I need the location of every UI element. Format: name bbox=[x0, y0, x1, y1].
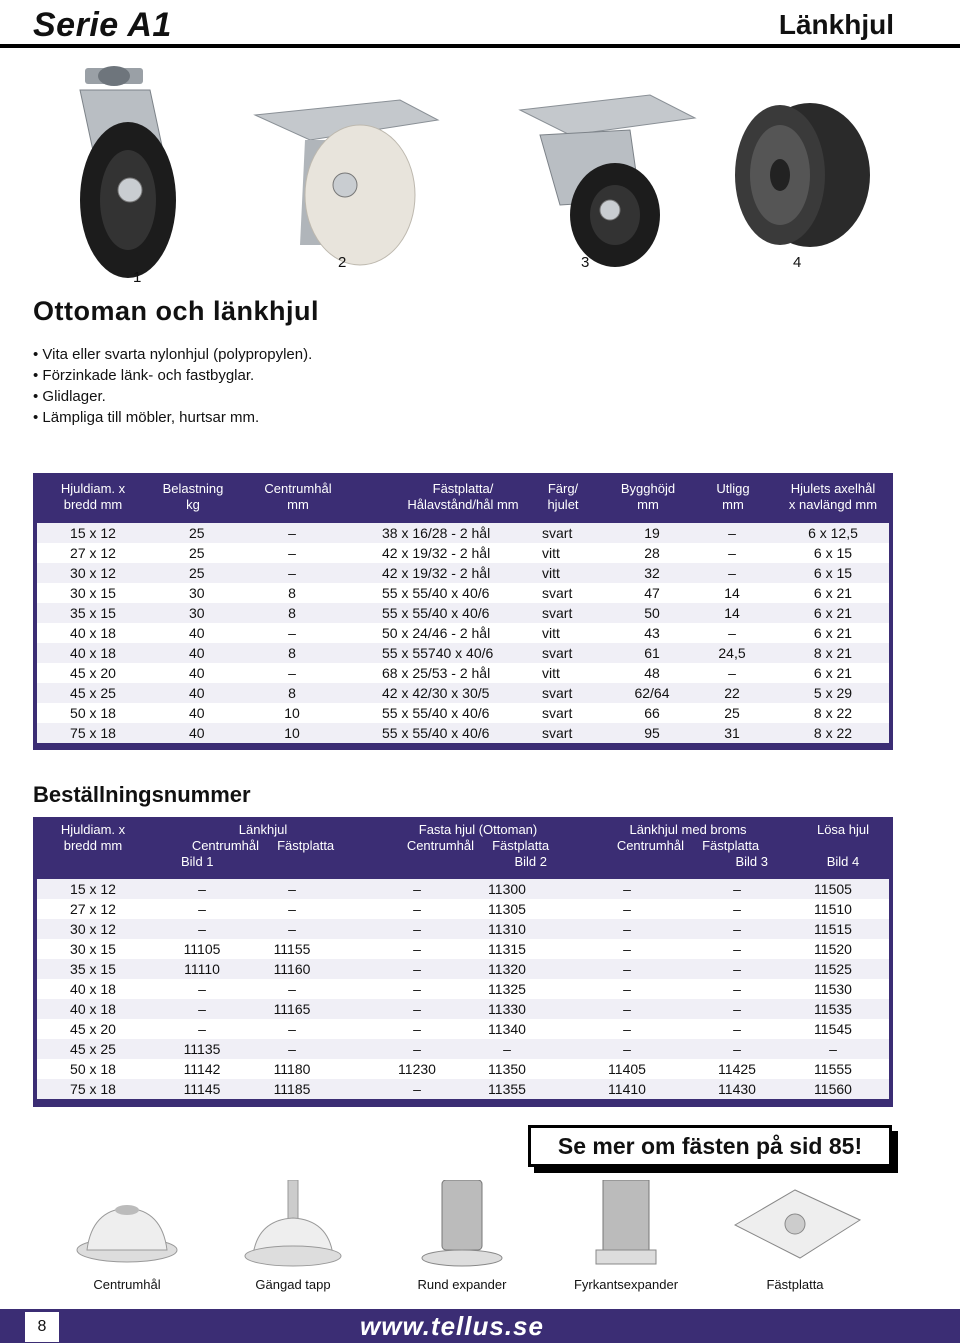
order-cell: 11410 bbox=[608, 1081, 646, 1097]
spec-cell: – bbox=[288, 545, 296, 561]
spec-cell: 30 bbox=[189, 585, 205, 601]
spec-cell: 15 x 12 bbox=[70, 525, 116, 541]
feature-item: • Förzinkade länk- och fastbyglar. bbox=[33, 365, 312, 386]
order-cell: 11505 bbox=[814, 881, 852, 897]
order-header-group3: Länkhjul med broms Centrumhål Fästplatta Bild 3 bbox=[616, 822, 768, 869]
spec-table-row bbox=[37, 663, 889, 683]
order-cell: 11160 bbox=[273, 961, 311, 977]
order-header-group2: Fasta hjul (Ottoman) Centrumhål Fästplatta Bild 2 bbox=[406, 822, 550, 869]
spec-cell: 25 bbox=[189, 565, 205, 581]
spec-cell: 27 x 12 bbox=[70, 545, 116, 561]
spec-header-cell: Belastning kg bbox=[162, 481, 224, 512]
order-cell: – bbox=[413, 941, 421, 957]
spec-cell: vitt bbox=[542, 625, 560, 641]
spec-cell: 6 x 21 bbox=[813, 625, 853, 641]
order-cell: 30 x 12 bbox=[70, 921, 116, 937]
spec-table-row bbox=[37, 603, 889, 623]
order-cell: – bbox=[623, 901, 631, 917]
spec-cell: – bbox=[728, 625, 736, 641]
spec-cell: 55 x 55/40 x 40/6 bbox=[382, 605, 490, 621]
category-title: Länkhjul bbox=[778, 9, 894, 40]
spec-table-row bbox=[37, 643, 889, 663]
spec-cell: 50 bbox=[644, 605, 660, 621]
spec-cell: 40 bbox=[189, 625, 205, 641]
spec-cell: 55 x 55/40 x 40/6 bbox=[382, 585, 490, 601]
photo-number-1: 1 bbox=[133, 269, 142, 286]
spec-table-row bbox=[37, 583, 889, 603]
order-cell: – bbox=[733, 921, 741, 937]
order-cell: 11325 bbox=[488, 981, 526, 997]
order-cell: – bbox=[623, 981, 631, 997]
spec-cell: 43 bbox=[644, 625, 660, 641]
spec-header-cell: Utligg mm bbox=[716, 481, 750, 512]
order-table-row bbox=[37, 979, 889, 999]
spec-table-header bbox=[33, 473, 893, 521]
order-cell: – bbox=[829, 1041, 837, 1057]
order-cell: – bbox=[288, 1041, 296, 1057]
spec-cell: 50 x 24/46 - 2 hål bbox=[382, 625, 491, 641]
series-title: Serie A1 bbox=[33, 6, 172, 44]
spec-table bbox=[33, 473, 893, 750]
photo-number-2: 2 bbox=[338, 254, 347, 271]
spec-cell: 40 bbox=[189, 645, 205, 661]
spec-cell: 40 bbox=[189, 705, 205, 721]
order-table-row bbox=[37, 1019, 889, 1039]
order-cell: – bbox=[413, 1041, 421, 1057]
order-cell: – bbox=[623, 961, 631, 977]
spec-cell: 6 x 21 bbox=[813, 585, 853, 601]
spec-cell: 62/64 bbox=[634, 685, 670, 701]
accessory-fyrkantsexpander-image bbox=[551, 1180, 701, 1270]
spec-cell: 8 x 22 bbox=[813, 725, 853, 741]
order-cell: 40 x 18 bbox=[70, 1001, 116, 1017]
spec-cell: – bbox=[288, 525, 296, 541]
order-cell: 11180 bbox=[273, 1061, 311, 1077]
spec-cell: 30 bbox=[189, 605, 205, 621]
spec-cell: 14 bbox=[724, 605, 740, 621]
spec-cell: svart bbox=[542, 645, 573, 661]
spec-cell: 6 x 15 bbox=[813, 565, 853, 581]
order-cell: – bbox=[733, 881, 741, 897]
accessory-centrumhal-image bbox=[52, 1180, 202, 1270]
spec-cell: 66 bbox=[644, 705, 660, 721]
spec-cell: 40 bbox=[189, 725, 205, 741]
order-cell: 11330 bbox=[488, 1001, 526, 1017]
order-cell: 50 x 18 bbox=[70, 1061, 116, 1077]
order-table bbox=[33, 817, 893, 1107]
spec-cell: – bbox=[288, 665, 296, 681]
order-cell: 11305 bbox=[488, 901, 526, 917]
order-cell: – bbox=[288, 881, 296, 897]
order-header-group4: Lösa hjul Bild 4 bbox=[816, 822, 870, 869]
header-rule bbox=[0, 44, 960, 48]
spec-cell: 50 x 18 bbox=[70, 705, 116, 721]
order-cell: 35 x 15 bbox=[70, 961, 116, 977]
spec-cell: – bbox=[728, 545, 736, 561]
order-cell: 11165 bbox=[273, 1001, 311, 1017]
feature-item: • Lämpliga till möbler, hurtsar mm. bbox=[33, 407, 312, 428]
spec-cell: 32 bbox=[644, 565, 660, 581]
order-cell: 11560 bbox=[814, 1081, 852, 1097]
order-cell: – bbox=[198, 881, 206, 897]
order-section-title: Beställningsnummer bbox=[33, 782, 251, 807]
order-cell: – bbox=[198, 1001, 206, 1017]
order-cell: 11520 bbox=[814, 941, 852, 957]
order-cell: – bbox=[198, 901, 206, 917]
photo-number-3: 3 bbox=[581, 254, 590, 271]
order-cell: 11142 bbox=[183, 1061, 221, 1077]
order-cell: – bbox=[413, 1081, 421, 1097]
caster-photo-4 bbox=[710, 90, 880, 260]
order-cell: – bbox=[733, 941, 741, 957]
accessory-label: Gängad tapp bbox=[255, 1277, 331, 1292]
order-cell: 11545 bbox=[814, 1021, 852, 1037]
spec-cell: 25 bbox=[189, 525, 205, 541]
order-cell: – bbox=[623, 1021, 631, 1037]
spec-cell: 42 x 42/30 x 30/5 bbox=[382, 685, 490, 701]
order-table-row bbox=[37, 939, 889, 959]
spec-cell: svart bbox=[542, 685, 573, 701]
spec-cell: svart bbox=[542, 585, 573, 601]
spec-cell: 61 bbox=[644, 645, 660, 661]
order-cell: 11555 bbox=[814, 1061, 852, 1077]
spec-table-body bbox=[37, 523, 889, 743]
spec-cell: – bbox=[288, 625, 296, 641]
caster-photo-3 bbox=[500, 90, 700, 270]
spec-cell: 25 bbox=[724, 705, 740, 721]
order-table-row bbox=[37, 879, 889, 899]
order-cell: – bbox=[413, 901, 421, 917]
order-cell: 11530 bbox=[814, 981, 852, 997]
order-cell: – bbox=[733, 961, 741, 977]
spec-cell: 6 x 21 bbox=[813, 605, 853, 621]
order-cell: – bbox=[413, 961, 421, 977]
order-header-wheel: Hjuldiam. x bredd mm bbox=[60, 822, 126, 853]
spec-cell: 75 x 18 bbox=[70, 725, 116, 741]
accessory-label: Fästplatta bbox=[766, 1277, 824, 1292]
order-cell: – bbox=[623, 1041, 631, 1057]
order-cell: – bbox=[413, 1001, 421, 1017]
order-table-row bbox=[37, 899, 889, 919]
order-cell: 11230 bbox=[398, 1061, 436, 1077]
spec-cell: 55 x 55/40 x 40/6 bbox=[382, 705, 490, 721]
order-cell: 11430 bbox=[718, 1081, 756, 1097]
spec-cell: 30 x 15 bbox=[70, 585, 116, 601]
order-table-row bbox=[37, 919, 889, 939]
see-more-callout: Se mer om fästen på sid 85! bbox=[528, 1125, 892, 1167]
spec-table-row bbox=[37, 563, 889, 583]
spec-cell: 30 x 12 bbox=[70, 565, 116, 581]
section-title: Ottoman och länkhjul bbox=[33, 296, 320, 326]
order-cell: – bbox=[503, 1041, 511, 1057]
order-cell: 11105 bbox=[183, 941, 221, 957]
caster-photo-2 bbox=[250, 95, 440, 275]
spec-table-row bbox=[37, 543, 889, 563]
order-cell: – bbox=[198, 1021, 206, 1037]
order-cell: – bbox=[623, 1001, 631, 1017]
spec-cell: 8 bbox=[288, 605, 296, 621]
order-cell: – bbox=[733, 1001, 741, 1017]
spec-cell: – bbox=[728, 565, 736, 581]
accessory-label: Centrumhål bbox=[93, 1277, 161, 1292]
order-cell: – bbox=[733, 901, 741, 917]
order-cell: 11510 bbox=[814, 901, 852, 917]
feature-item: • Vita eller svarta nylonhjul (polypropylen). bbox=[33, 344, 312, 365]
spec-cell: 40 x 18 bbox=[70, 645, 116, 661]
website-link[interactable]: www.tellus.se bbox=[360, 1311, 544, 1341]
order-cell: – bbox=[288, 1021, 296, 1037]
order-cell: – bbox=[288, 981, 296, 997]
order-cell: 11110 bbox=[184, 961, 220, 977]
spec-cell: 5 x 29 bbox=[813, 685, 853, 701]
spec-header-cell: Bygghöjd mm bbox=[620, 481, 676, 512]
spec-cell: 28 bbox=[644, 545, 660, 561]
order-cell: – bbox=[413, 981, 421, 997]
order-cell: 11185 bbox=[273, 1081, 311, 1097]
spec-cell: 31 bbox=[724, 725, 740, 741]
order-table-row bbox=[37, 1059, 889, 1079]
order-cell: – bbox=[733, 1021, 741, 1037]
order-header-group1: Länkhjul Centrumhål Fästplatta Bild 1 bbox=[181, 822, 335, 869]
order-cell: 11155 bbox=[273, 941, 311, 957]
order-table-header bbox=[33, 817, 893, 877]
spec-cell: svart bbox=[542, 705, 573, 721]
accessory-rund-expander-image bbox=[387, 1180, 537, 1270]
order-cell: 11425 bbox=[718, 1061, 756, 1077]
order-cell: – bbox=[733, 981, 741, 997]
spec-cell: 45 x 25 bbox=[70, 685, 116, 701]
order-cell: – bbox=[198, 921, 206, 937]
spec-header-cell: Fästplatta/ Hålavstånd/hål mm bbox=[407, 481, 519, 512]
spec-cell: 40 x 18 bbox=[70, 625, 116, 641]
spec-header-cell: Hjulets axelhål x navlängd mm bbox=[788, 481, 878, 512]
order-cell: – bbox=[623, 881, 631, 897]
spec-cell: 8 bbox=[288, 585, 296, 601]
order-cell: – bbox=[623, 921, 631, 937]
order-cell: 11535 bbox=[814, 1001, 852, 1017]
spec-cell: 95 bbox=[644, 725, 660, 741]
accessory-label: Fyrkantsexpander bbox=[573, 1277, 679, 1292]
spec-table-row bbox=[37, 723, 889, 743]
spec-cell: svart bbox=[542, 525, 573, 541]
spec-cell: – bbox=[728, 525, 736, 541]
spec-cell: 6 x 12,5 bbox=[808, 525, 858, 541]
order-cell: 30 x 15 bbox=[70, 941, 116, 957]
order-cell: – bbox=[413, 881, 421, 897]
spec-cell: 8 x 22 bbox=[813, 705, 853, 721]
page-number: 8 bbox=[24, 1311, 60, 1343]
spec-cell: – bbox=[728, 665, 736, 681]
spec-cell: svart bbox=[542, 605, 573, 621]
order-table-row bbox=[37, 1079, 889, 1099]
spec-cell: vitt bbox=[542, 665, 560, 681]
order-table-row bbox=[37, 999, 889, 1019]
spec-cell: 45 x 20 bbox=[70, 665, 116, 681]
spec-cell: svart bbox=[542, 725, 573, 741]
order-cell: 75 x 18 bbox=[70, 1081, 116, 1097]
order-cell: 11315 bbox=[488, 941, 526, 957]
caster-photo-1 bbox=[40, 50, 190, 290]
order-cell: 45 x 20 bbox=[70, 1021, 116, 1037]
order-cell: 11135 bbox=[183, 1041, 221, 1057]
order-table-row bbox=[37, 1039, 889, 1059]
spec-table-row bbox=[37, 623, 889, 643]
spec-cell: 25 bbox=[189, 545, 205, 561]
order-cell: 11525 bbox=[814, 961, 852, 977]
order-cell: 45 x 25 bbox=[70, 1041, 116, 1057]
accessory-fastplatta-image bbox=[720, 1180, 870, 1270]
spec-cell: 38 x 16/28 - 2 hål bbox=[382, 525, 491, 541]
spec-cell: 48 bbox=[644, 665, 660, 681]
order-table-row bbox=[37, 959, 889, 979]
spec-cell: 8 bbox=[288, 685, 296, 701]
spec-cell: 14 bbox=[724, 585, 740, 601]
order-cell: 11145 bbox=[183, 1081, 221, 1097]
order-cell: 11515 bbox=[814, 921, 852, 937]
order-cell: – bbox=[413, 921, 421, 937]
spec-cell: 8 bbox=[288, 645, 296, 661]
order-cell: 11320 bbox=[488, 961, 526, 977]
order-cell: 11350 bbox=[488, 1061, 526, 1077]
spec-cell: 55 x 55/40 x 40/6 bbox=[382, 725, 490, 741]
spec-cell: 47 bbox=[644, 585, 660, 601]
order-cell: – bbox=[198, 981, 206, 997]
order-cell: – bbox=[413, 1021, 421, 1037]
spec-cell: 6 x 21 bbox=[813, 665, 853, 681]
spec-cell: 22 bbox=[724, 685, 740, 701]
spec-table-row bbox=[37, 703, 889, 723]
order-cell: – bbox=[288, 921, 296, 937]
spec-cell: 10 bbox=[284, 705, 300, 721]
spec-cell: vitt bbox=[542, 565, 560, 581]
feature-list bbox=[33, 344, 312, 428]
order-cell: 11310 bbox=[488, 921, 526, 937]
order-cell: 11300 bbox=[488, 881, 526, 897]
order-cell: 11405 bbox=[608, 1061, 646, 1077]
spec-cell: 6 x 15 bbox=[813, 545, 853, 561]
accessory-label: Rund expander bbox=[417, 1277, 507, 1292]
order-cell: 15 x 12 bbox=[70, 881, 116, 897]
spec-header-cell: Hjuldiam. x bredd mm bbox=[60, 481, 126, 512]
spec-cell: 55 x 55740 x 40/6 bbox=[382, 645, 494, 661]
order-cell: 40 x 18 bbox=[70, 981, 116, 997]
spec-cell: 35 x 15 bbox=[70, 605, 116, 621]
order-cell: 11355 bbox=[488, 1081, 526, 1097]
order-cell: – bbox=[288, 901, 296, 917]
spec-cell: 24,5 bbox=[718, 645, 746, 661]
spec-cell: 19 bbox=[644, 525, 660, 541]
spec-cell: 42 x 19/32 - 2 hål bbox=[382, 545, 491, 561]
spec-cell: 40 bbox=[189, 685, 205, 701]
spec-cell: – bbox=[288, 565, 296, 581]
order-cell: – bbox=[623, 941, 631, 957]
order-cell: 27 x 12 bbox=[70, 901, 116, 917]
spec-cell: 8 x 21 bbox=[813, 645, 853, 661]
feature-item: • Glidlager. bbox=[33, 386, 312, 407]
order-table-body bbox=[37, 879, 889, 1099]
photo-number-4: 4 bbox=[793, 254, 802, 271]
spec-header-cell: Centrumhål mm bbox=[264, 481, 332, 512]
spec-cell: vitt bbox=[542, 545, 560, 561]
spec-table-row bbox=[37, 683, 889, 703]
spec-cell: 42 x 19/32 - 2 hål bbox=[382, 565, 491, 581]
spec-cell: 10 bbox=[284, 725, 300, 741]
spec-cell: 68 x 25/53 - 2 hål bbox=[382, 665, 491, 681]
spec-header-cell: Färg/ hjulet bbox=[547, 481, 579, 512]
spec-cell: 40 bbox=[189, 665, 205, 681]
accessory-gangad-tapp-image bbox=[218, 1180, 368, 1270]
spec-table-row bbox=[37, 523, 889, 543]
order-cell: 11340 bbox=[488, 1021, 526, 1037]
order-cell: – bbox=[733, 1041, 741, 1057]
